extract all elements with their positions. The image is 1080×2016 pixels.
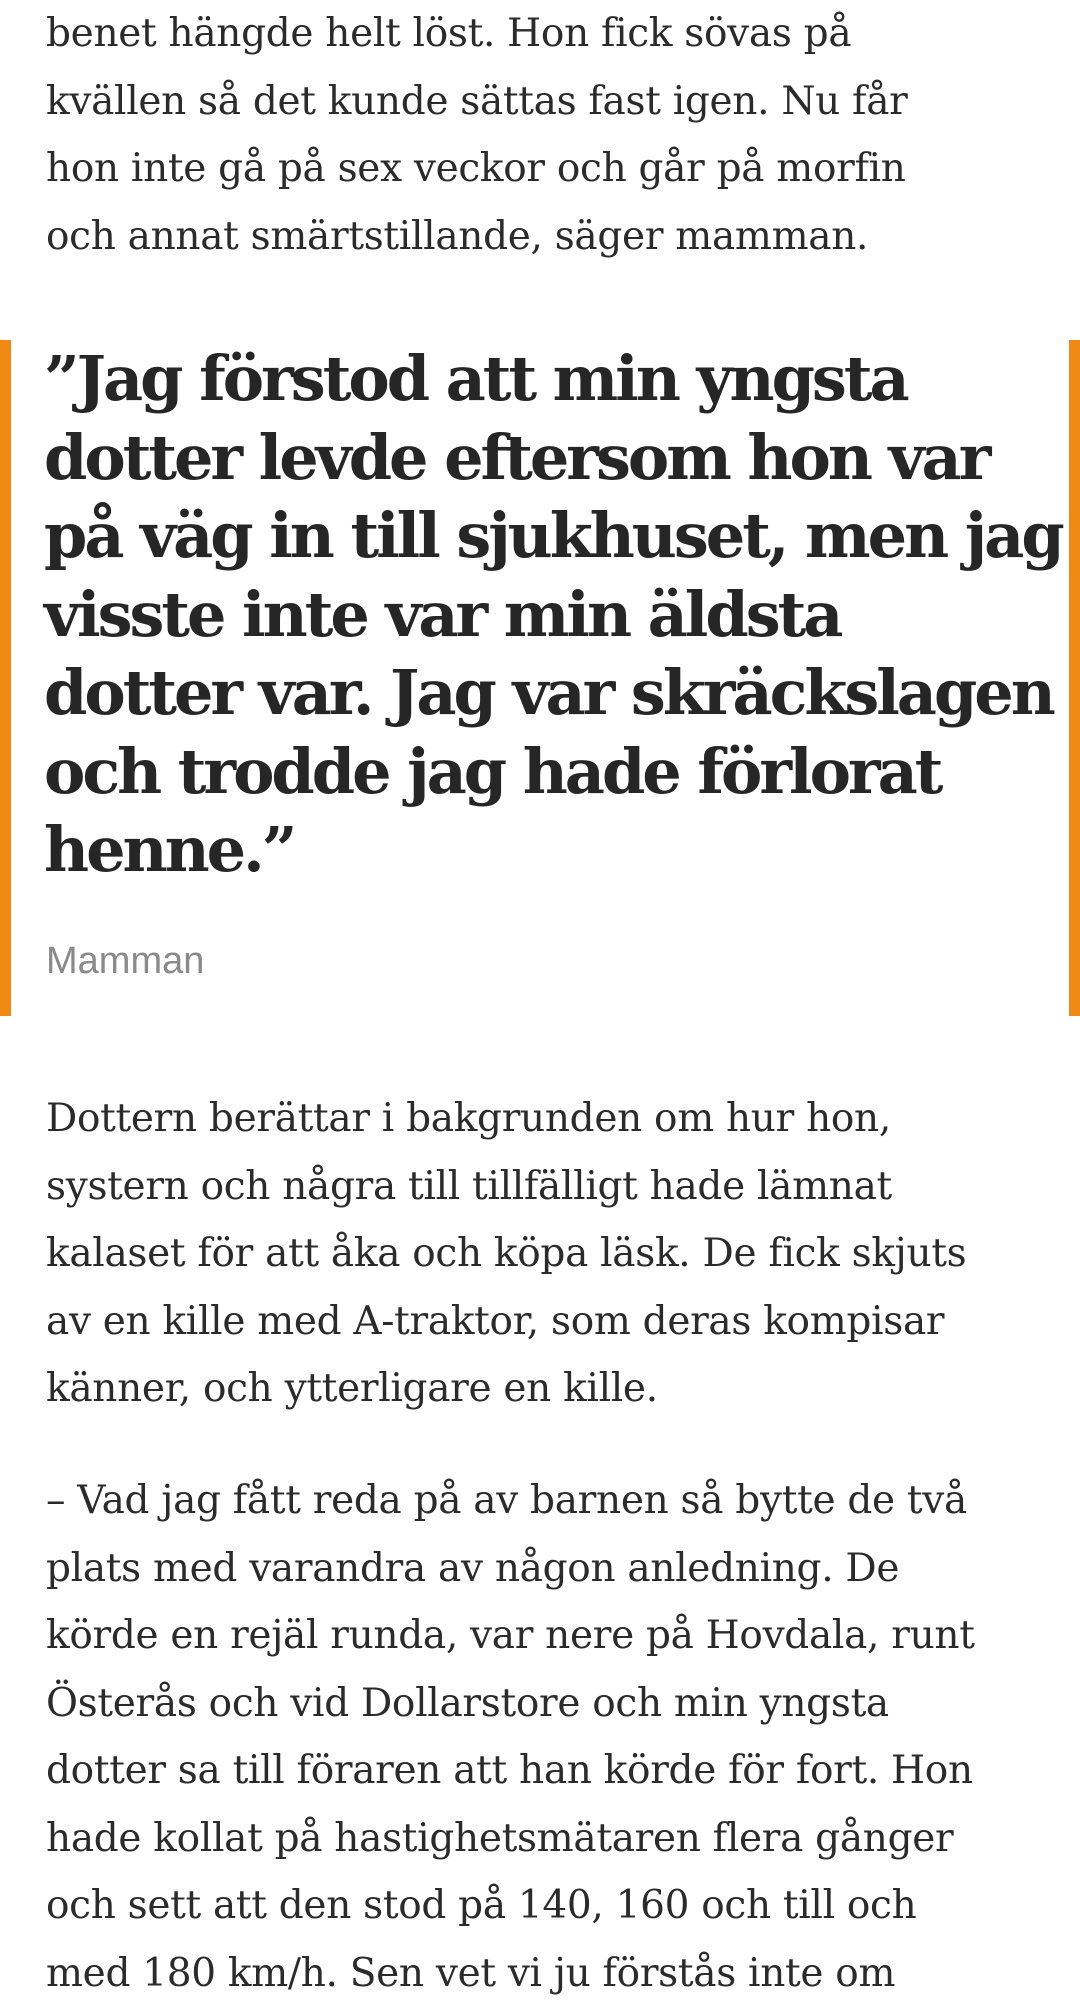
quote-attribution: Mamman <box>46 940 205 982</box>
paragraph-line: Österås och vid Dollarstore och min yngsta <box>46 1680 889 1726</box>
paragraph-line: av en kille med A-traktor, som deras kompisar <box>46 1298 945 1344</box>
quote-accent-bar-right <box>1069 340 1080 1016</box>
paragraph-line: hon inte gå på sex veckor och går på morfin <box>46 146 906 191</box>
quote-line: och trodde jag hade förlorat <box>44 734 941 808</box>
paragraph-line: känner, och ytterligare en kille. <box>46 1366 658 1411</box>
paragraph-line: – Vad jag fått reda på av barnen så bytte de två <box>46 1478 967 1523</box>
paragraph-line: kvällen så det kunde sättas fast igen. Nu får <box>46 78 908 124</box>
pull-quote <box>0 340 1080 1016</box>
paragraph-line: med 180 km/h. Sen vet vi ju förstås inte om <box>46 1950 896 1996</box>
paragraph-line: hade kollat på hastighetsmätaren flera gånger <box>46 1815 954 1861</box>
paragraph-line: plats med varandra av någon anledning. De <box>46 1545 900 1591</box>
quote-accent-bar-left <box>0 340 11 1016</box>
quote-line: henne.” <box>44 813 295 886</box>
article-paragraph <box>46 1085 1046 1423</box>
paragraph-line: systern och några till tillfälligt hade lämnat <box>46 1163 892 1209</box>
paragraph-line: kalaset för att åka och köpa läsk. De fick skjuts <box>46 1231 967 1276</box>
article-paragraph <box>46 0 1046 270</box>
paragraph-line: dotter sa till föraren att han körde för fort. Hon <box>46 1748 973 1793</box>
paragraph-line: Dottern berättar i bakgrunden om hur hon, <box>46 1096 891 1141</box>
pull-quote-text <box>44 340 1064 890</box>
paragraph-line: benet hängde helt löst. Hon fick sövas på <box>46 11 852 56</box>
quote-line: dotter var. Jag var skräckslagen <box>44 656 1053 729</box>
quote-line: dotter levde eftersom hon var <box>44 420 989 494</box>
paragraph-line: och sett att den stod på 140, 160 och till och <box>46 1883 917 1928</box>
paragraph-line: och annat smärtstillande, säger mamman. <box>46 213 869 259</box>
article-paragraph <box>46 1467 1046 2007</box>
quote-line: på väg in till sjukhuset, men jag <box>44 499 1062 572</box>
paragraph-line: körde en rejäl runda, var nere på Hovdala, runt <box>46 1613 975 1658</box>
quote-line: ”Jag förstod att min yngsta <box>44 342 907 415</box>
quote-line: visste inte var min äldsta <box>44 577 841 651</box>
